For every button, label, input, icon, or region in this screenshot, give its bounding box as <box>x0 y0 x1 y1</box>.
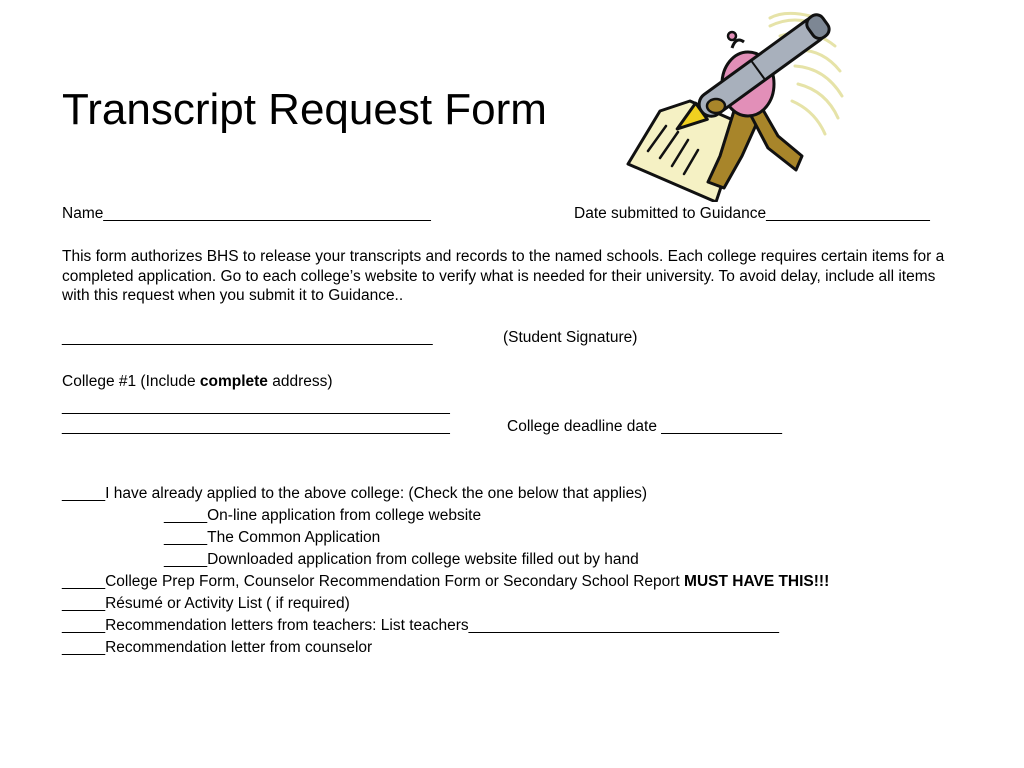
prep-form-text: _____College Prep Form, Counselor Recommendation Form or Secondary School Report <box>62 573 685 590</box>
checklist-item-downloaded: _____Downloaded application from college website filled out by hand <box>164 551 639 568</box>
college-deadline-field: College deadline date ______________ <box>507 418 782 435</box>
college-address-line-2: _____________________________________________ <box>62 418 450 435</box>
date-submitted-field: Date submitted to Guidance___________________ <box>574 205 930 222</box>
checklist-item-applied: _____I have already applied to the above college: (Check the one below that applies) <box>62 485 648 502</box>
college-heading-suffix: address) <box>267 373 333 390</box>
name-field: Name______________________________________ <box>62 205 431 222</box>
college-address-line-1: _____________________________________________ <box>62 398 450 415</box>
prep-form-emphasis: MUST HAVE THIS!!! <box>684 573 830 590</box>
signature-line: ___________________________________________ <box>62 329 433 346</box>
college-heading <box>62 372 333 392</box>
college-heading-prefix: College #1 (Include <box>62 373 200 390</box>
checklist-item-online: _____On-line application from college website <box>164 507 482 524</box>
checklist-item-common-app: _____The Common Application <box>164 529 381 546</box>
checklist-item-resume: _____Résumé or Activity List ( if required) <box>62 595 350 612</box>
checklist-item-counselor-letter: _____Recommendation letter from counselor <box>62 639 373 656</box>
page-title: Transcript Request Form <box>62 85 547 134</box>
checklist-item-teacher-letters: _____Recommendation letters from teachers: List teachers____________________________________ <box>62 617 779 634</box>
signature-label: (Student Signature) <box>503 329 638 346</box>
checklist-item-prep-form <box>62 572 829 592</box>
authorization-paragraph: This form authorizes BHS to release your transcripts and records to the named schools. Each college requires certain items for a completed application. Go to each college’s website to verify what is needed for their university. To avoid delay, include all items with this request when you submit it to Guidance.. <box>62 248 945 304</box>
writing-pen-clipart <box>620 6 852 202</box>
college-heading-emphasis: complete <box>199 373 268 390</box>
